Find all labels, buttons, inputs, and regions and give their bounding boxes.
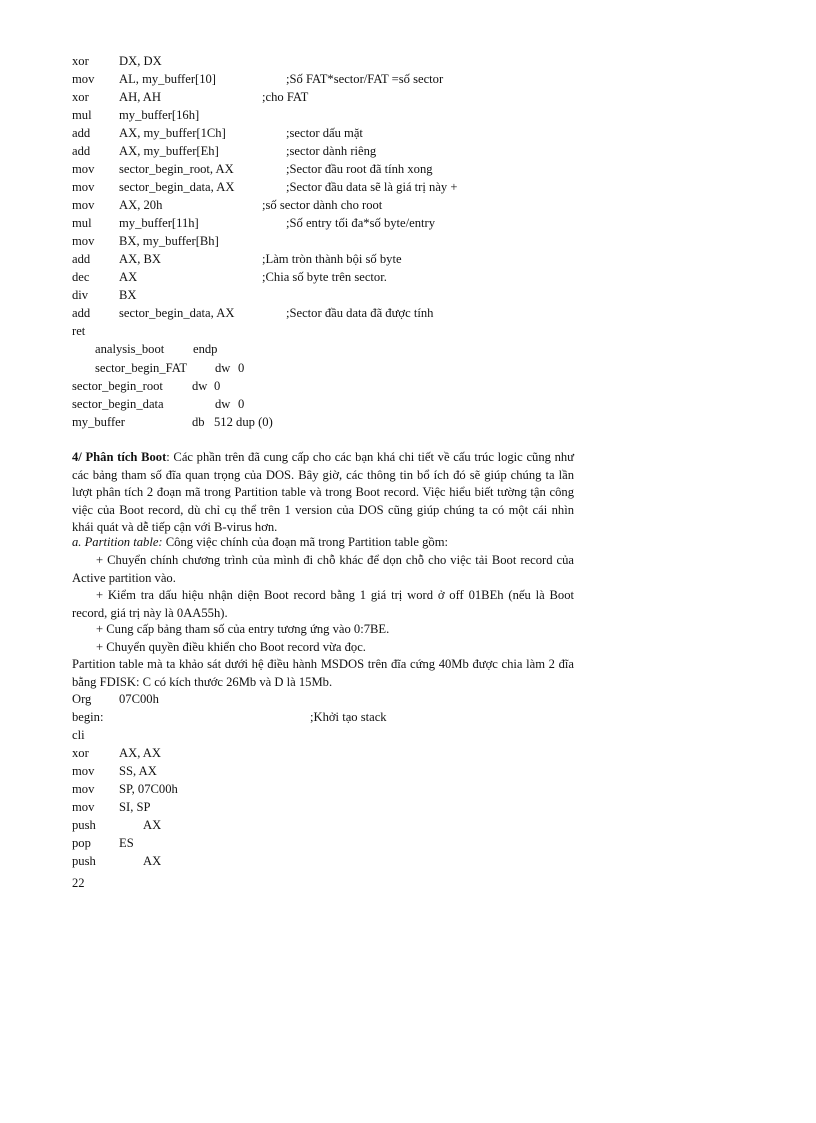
comment: ;Số entry tối đa*số byte/entry [286, 216, 436, 230]
bullet-item: + Chuyển quyền điều khiển cho Boot record vừa đọc. [96, 640, 366, 654]
decl-name: sector_begin_root [72, 379, 163, 393]
operand: AX [143, 854, 162, 868]
opcode: xor [72, 746, 89, 760]
decl-value: 512 dup (0) [214, 415, 273, 429]
opcode: mul [72, 216, 92, 230]
bullet-item: + Kiểm tra dấu hiệu nhận diện Boot record bằng 1 giá trị word ở off 01BEh (nếu là Boot record, giá trị này là 0AA55h). [72, 588, 574, 620]
label: begin: [72, 710, 104, 724]
opcode: mov [72, 800, 95, 814]
decl-name: sector_begin_FAT [95, 361, 188, 375]
opcode: mov [72, 162, 95, 176]
opcode: mov [72, 72, 95, 86]
operand: SS, AX [119, 764, 157, 778]
operand: sector_begin_data, AX [119, 306, 235, 320]
opcode: dec [72, 270, 90, 284]
subsection-a-intro [72, 534, 574, 552]
comment: ;Sector đầu data đã được tính [286, 306, 434, 320]
comment: ;Số FAT*sector/FAT =số sector [286, 72, 444, 86]
operand: AX, AX [119, 746, 161, 760]
opcode: cli [72, 728, 85, 742]
subsection-label: a. Partition table: [72, 535, 163, 549]
opcode: add [72, 252, 91, 266]
comment: ;số sector dành cho root [262, 198, 383, 212]
operand: AL, my_buffer[10] [119, 72, 216, 86]
comment: ;Sector đầu data sẽ là giá trị này + [286, 180, 458, 194]
section-heading: 4/ Phân tích Boot [72, 450, 167, 464]
operand: my_buffer[11h] [119, 216, 199, 230]
decl-name: analysis_boot [95, 342, 165, 356]
opcode: div [72, 288, 89, 302]
operand: AH, AH [119, 90, 161, 104]
operand: AX, my_buffer[1Ch] [119, 126, 226, 140]
page-number: 22 [72, 876, 85, 890]
decl-name: my_buffer [72, 415, 125, 429]
bullet-item: + Cung cấp bảng tham số của entry tương ứng vào 0:7BE. [96, 622, 390, 636]
opcode: mul [72, 108, 92, 122]
partition-description: Partition table mà ta khảo sát dưới hệ điều hành MSDOS trên đĩa cứng 40Mb được chia làm 2 đĩa bằng FDISK: C có kích thước 26Mb và D là 15Mb. [72, 657, 574, 689]
operand: AX, BX [119, 252, 161, 266]
decl-keyword: dw [215, 397, 231, 411]
operand: SP, 07C00h [119, 782, 178, 796]
opcode: mov [72, 234, 95, 248]
operand: AX, my_buffer[Eh] [119, 144, 219, 158]
decl-keyword: dw [192, 379, 208, 393]
section-4-paragraph [72, 449, 574, 537]
decl-name: sector_begin_data [72, 397, 164, 411]
operand: ES [119, 836, 134, 850]
opcode: mov [72, 782, 95, 796]
opcode: add [72, 144, 91, 158]
operand: BX [119, 288, 137, 302]
comment: ;Chia số byte trên sector. [262, 270, 387, 284]
opcode: push [72, 854, 96, 868]
opcode: mov [72, 180, 95, 194]
decl-keyword: db [192, 415, 205, 429]
comment: ;cho FAT [262, 90, 309, 104]
operand: sector_begin_root, AX [119, 162, 234, 176]
section-text: : Các phần trên đã cung cấp cho các bạn khá chi tiết về cấu trúc logic cũng như các bảng tham số đĩa quan trọng của DOS. Bây giờ, các thông tin bổ ích đó sẽ giúp chúng ta lần lượt phân tích 2 đoạn mã trong Partition table và trong Boot record. Việc hiểu biết tường tận công việc của Boot record, dù chỉ cụ thể trên 1 version của DOS cũng giúp chúng ta có một cái nhìn khái quát và dễ tiếp cận với B-virus hơn. [72, 450, 575, 535]
opcode: pop [72, 836, 91, 850]
comment: ;sector dấu mặt [286, 126, 363, 140]
comment: ;Làm tròn thành bội số byte [262, 252, 402, 266]
comment: ;sector dành riêng [286, 144, 377, 158]
decl-value: 0 [238, 361, 245, 375]
opcode: ret [72, 324, 86, 338]
operand: BX, my_buffer[Bh] [119, 234, 219, 248]
operand: AX [143, 818, 162, 832]
bullet-item: + Chuyển chính chương trình của mình đi chỗ khác để dọn chỗ cho việc tải Boot record của Active partition vào. [72, 553, 574, 585]
opcode: xor [72, 90, 89, 104]
decl-value: 0 [214, 379, 221, 393]
decl-keyword: dw [215, 361, 231, 375]
subsection-text: Công việc chính của đoạn mã trong Partition table gồm: [162, 535, 449, 549]
opcode: add [72, 306, 91, 320]
comment: ;Sector đầu root đã tính xong [286, 162, 433, 176]
operand: SI, SP [119, 800, 151, 814]
operand: sector_begin_data, AX [119, 180, 235, 194]
operand: DX, DX [119, 54, 162, 68]
opcode: mov [72, 764, 95, 778]
decl-keyword: endp [193, 342, 218, 356]
operand: 07C00h [119, 692, 159, 706]
operand: AX [119, 270, 138, 284]
operand: my_buffer[16h] [119, 108, 200, 122]
opcode: xor [72, 54, 89, 68]
opcode: mov [72, 198, 95, 212]
opcode: push [72, 818, 96, 832]
operand: AX, 20h [119, 198, 163, 212]
opcode: add [72, 126, 91, 140]
decl-value: 0 [238, 397, 245, 411]
comment: ;Khởi tạo stack [310, 710, 387, 724]
opcode: Org [72, 692, 92, 706]
